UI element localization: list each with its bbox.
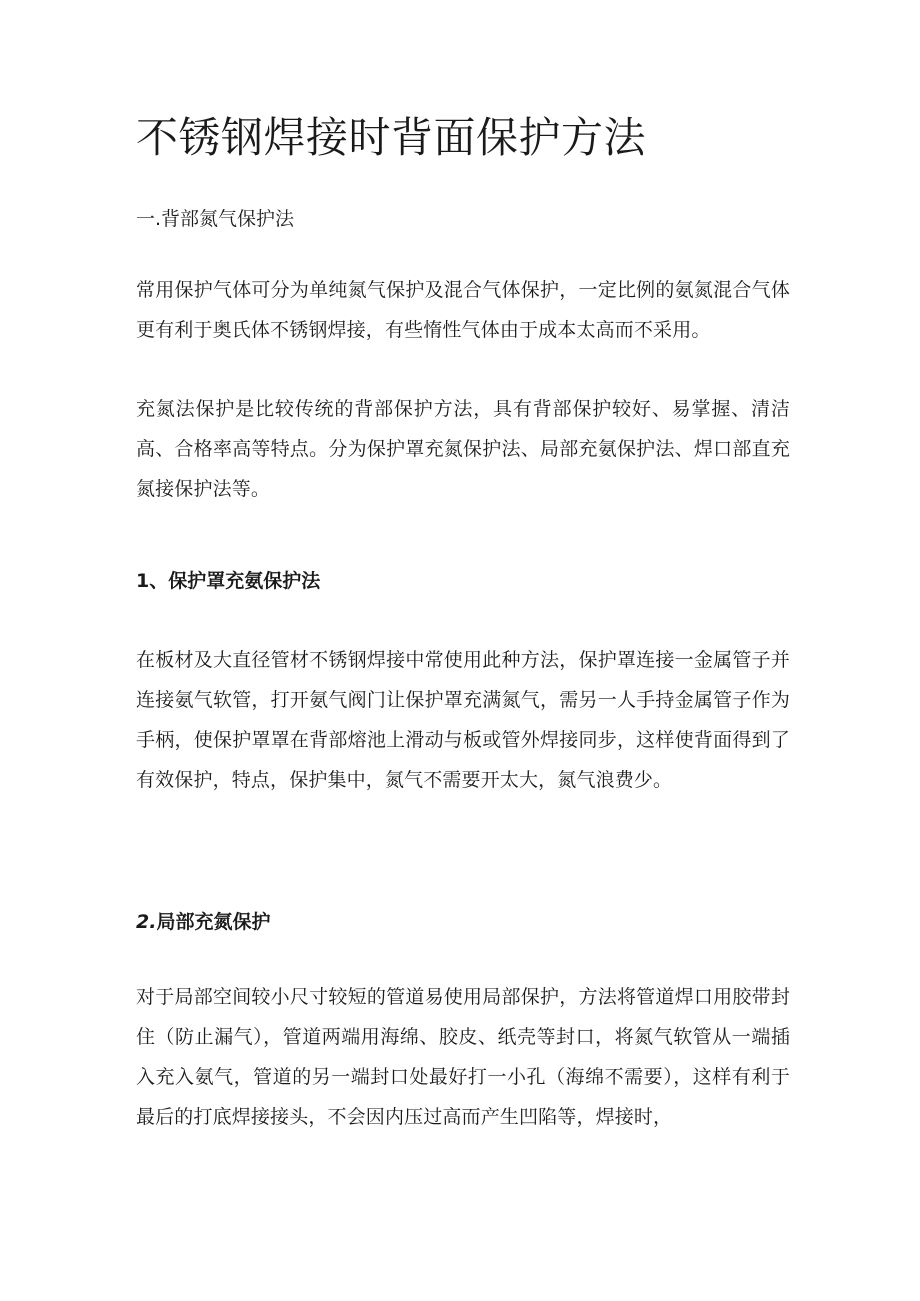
subsection-number: 2. bbox=[136, 911, 157, 933]
subsection-heading-local-nitrogen bbox=[136, 907, 270, 937]
subsection-title: 保护罩充氨保护法 bbox=[168, 570, 321, 592]
subsection-heading-shield-cover bbox=[136, 566, 320, 596]
paragraph-shielding-gas: 常用保护气体可分为单纯氮气保护及混合气体保护，一定比例的氨氮混合气体更有利于奥氏体不锈钢焊接，有些惰性气体由于成本太高而不采用。 bbox=[136, 279, 790, 341]
paragraph-nitrogen-filling-method: 充氮法保护是比较传统的背部保护方法，具有背部保护较好、易掌握、清洁高、合格率高等特点。分为保护罩充氮保护法、局部充氨保护法、焊口部直充氮接保护法等。 bbox=[136, 398, 790, 500]
subsection-number: 1、 bbox=[136, 570, 169, 592]
subsection-title: 局部充氮保护 bbox=[156, 911, 271, 933]
paragraph-shield-cover-method: 在板材及大直径管材不锈钢焊接中常使用此种方法，保护罩连接一金属管子并连接氨气软管，打开氨气阀门让保护罩充满氮气，需另一人手持金属管子作为手柄，使保护罩罩在背部熔池上滑动与板或管外焊接同步，这样使背面得到了有效保护，特点，保护集中，氮气不需要开太大，氮气浪费少。 bbox=[136, 649, 790, 791]
document-title: 不锈钢焊接时背面保护方法 bbox=[136, 113, 647, 162]
paragraph-local-nitrogen-method: 对于局部空间较小尺寸较短的管道易使用局部保护，方法将管道焊口用胶带封住（防止漏气），管道两端用海绵、胶皮、纸壳等封口，将氮气软管从一端插入充入氨气，管道的另一端封口处最好打一小孔（海绵不需要），这样有利于最后的打底焊接接头，不会因内压过高而产生凹陷等，焊接时， bbox=[136, 986, 790, 1128]
section-heading-nitrogen-back-protection: 一.背部氮气保护法 bbox=[136, 208, 295, 230]
